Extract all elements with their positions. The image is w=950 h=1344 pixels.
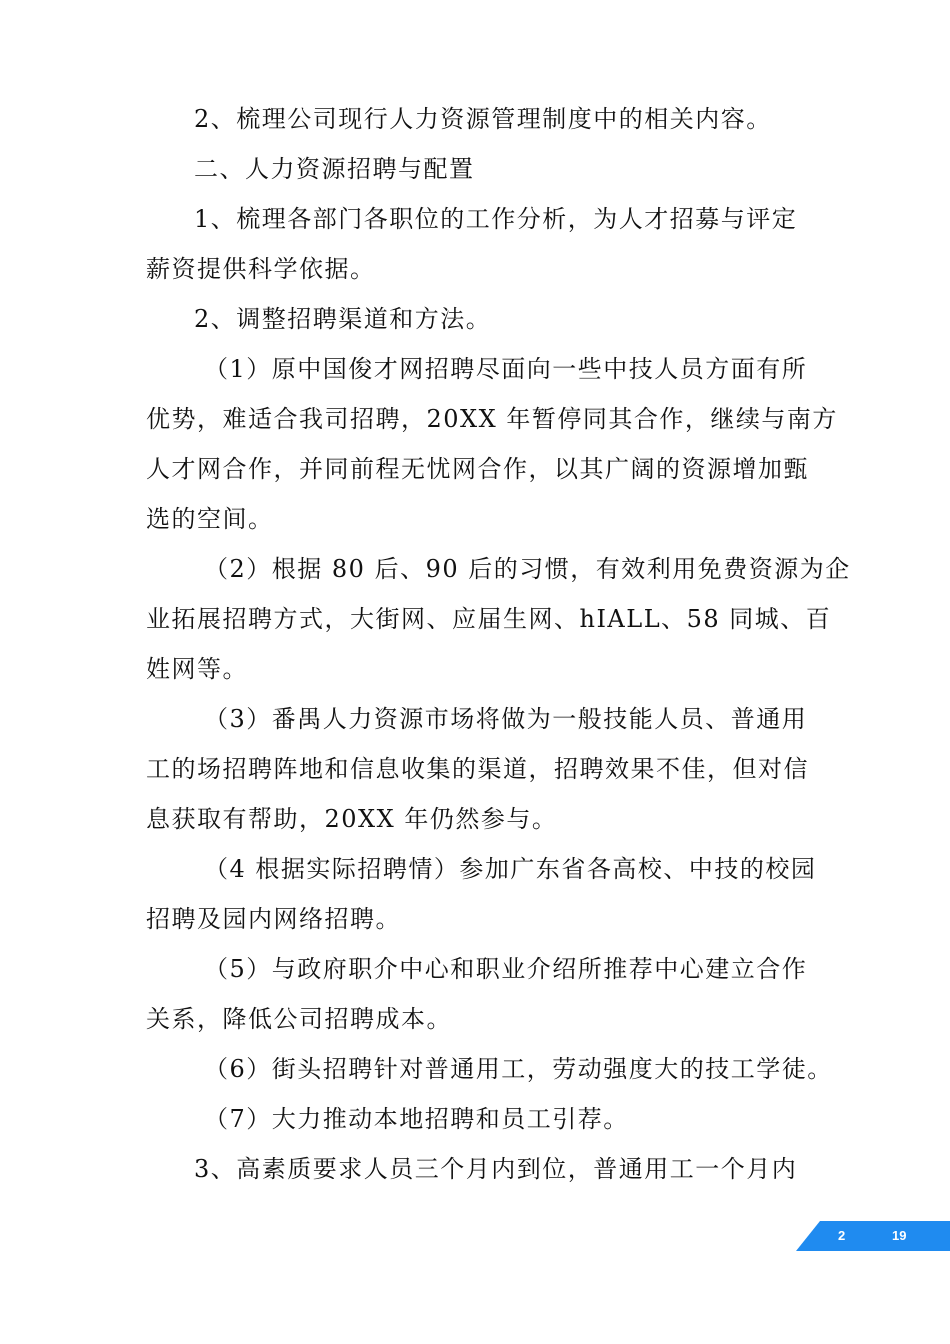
text-line: 人才网合作，并同前程无忧网合作，以其广阔的资源增加甄 bbox=[146, 455, 809, 483]
total-pages-number: 19 bbox=[892, 1228, 907, 1243]
text-line: 优势，难适合我司招聘，20XX 年暂停同其合作，继续与南方 bbox=[146, 405, 838, 433]
text-line: （3）番禺人力资源市场将做为一般技能人员、普通用 bbox=[204, 705, 808, 733]
text-line: 3、高素质要求人员三个月内到位，普通用工一个月内 bbox=[194, 1155, 798, 1183]
text-line: 1、梳理各部门各职位的工作分析，为人才招募与评定 bbox=[194, 205, 798, 233]
page-number-tab bbox=[796, 1221, 950, 1251]
text-line: 2、梳理公司现行人力资源管理制度中的相关内容。 bbox=[194, 105, 772, 133]
text-line: 姓网等。 bbox=[146, 655, 248, 683]
text-line: 息获取有帮助，20XX 年仍然参与。 bbox=[146, 805, 558, 833]
text-line: 选的空间。 bbox=[146, 505, 274, 533]
text-line: 业拓展招聘方式，大街网、应届生网、hIALL、58 同城、百 bbox=[146, 605, 832, 633]
text-line: （7）大力推动本地招聘和员工引荐。 bbox=[204, 1105, 629, 1133]
text-line: 关系，降低公司招聘成本。 bbox=[146, 1005, 452, 1033]
text-line: （4 根据实际招聘情）参加广东省各高校、中技的校园 bbox=[204, 855, 817, 883]
current-page-number: 2 bbox=[838, 1228, 846, 1243]
text-line: （5）与政府职介中心和职业介绍所推荐中心建立合作 bbox=[204, 955, 808, 983]
text-line: 招聘及园内网络招聘。 bbox=[146, 905, 401, 933]
text-line: 工的场招聘阵地和信息收集的渠道，招聘效果不佳，但对信 bbox=[146, 755, 809, 783]
text-line: （1）原中国俊才网招聘尽面向一些中技人员方面有所 bbox=[204, 355, 808, 383]
text-line: （2）根据 80 后、90 后的习惯，有效利用免费资源为企 bbox=[204, 555, 851, 583]
section-heading: 二、人力资源招聘与配置 bbox=[194, 155, 475, 183]
document-body bbox=[146, 94, 851, 1194]
text-line: （6）街头招聘针对普通用工，劳动强度大的技工学徒。 bbox=[204, 1055, 833, 1083]
text-line: 薪资提供科学依据。 bbox=[146, 255, 376, 283]
text-line: 2、调整招聘渠道和方法。 bbox=[194, 305, 492, 333]
